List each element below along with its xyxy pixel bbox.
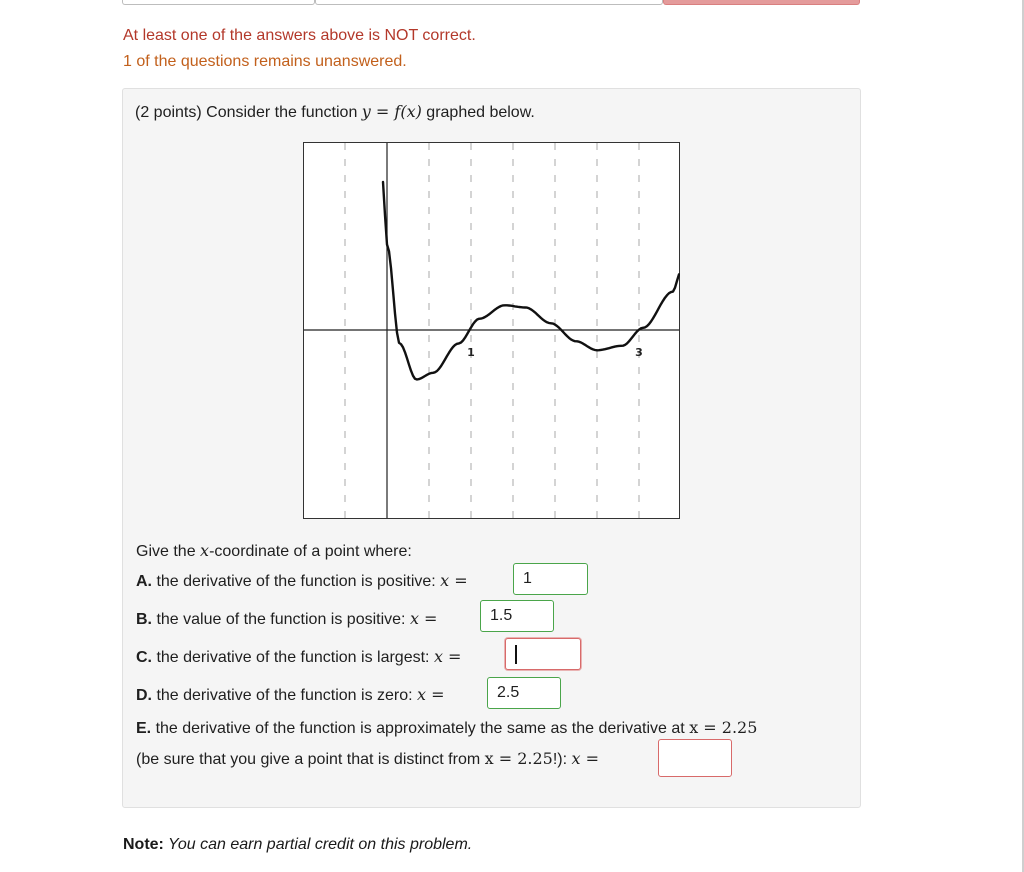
part-text: the derivative of the function is approximately the same as the derivative at (151, 720, 690, 737)
part-e-note-math: x = 2.25 (484, 749, 553, 768)
part-math: x = (409, 609, 438, 628)
part-math: x = 2.25 (689, 718, 758, 737)
part-letter: B. (136, 611, 152, 628)
part-c-label (136, 647, 461, 667)
table-cell-incorrect (663, 0, 860, 5)
x-tick-label-1: 1 (467, 346, 475, 359)
give-instruction (136, 541, 412, 561)
problem-intro-tail: graphed below. (421, 104, 535, 121)
part-text: the derivative of the function is positive: (152, 573, 441, 590)
answer-a-input[interactable] (513, 563, 588, 595)
table-cell (122, 0, 315, 5)
answer-d-input[interactable] (487, 677, 561, 709)
problem-intro: (2 points) Consider the function (135, 104, 362, 121)
text-cursor (515, 645, 517, 664)
function-expression: y = f(x) (361, 102, 422, 121)
note-text: You can earn partial credit on this problem. (163, 836, 473, 853)
give-math: x (200, 541, 210, 560)
part-letter: D. (136, 687, 152, 704)
give-suffix: -coordinate of a point where: (209, 543, 412, 560)
unanswered-message: 1 of the questions remains unanswered. (123, 53, 407, 70)
part-e-label (136, 718, 757, 738)
function-graph (303, 142, 680, 519)
part-text: the derivative of the function is largest: (152, 649, 434, 666)
part-math: x = (433, 647, 462, 666)
part-b-label (136, 609, 437, 629)
part-a-label (136, 571, 468, 591)
answer-e-input[interactable] (658, 739, 732, 777)
previous-answers-table-edge (122, 0, 860, 5)
part-text: the derivative of the function is zero: (152, 687, 418, 704)
part-e-note: (be sure that you give a point that is distinct from (136, 751, 485, 768)
partial-credit-note (123, 836, 472, 854)
note-label: Note: (123, 836, 164, 853)
give-prefix: Give the (136, 543, 201, 560)
part-letter: C. (136, 649, 152, 666)
answer-b-input[interactable] (480, 600, 554, 632)
part-math: x = (440, 571, 468, 590)
table-cell (315, 0, 663, 5)
part-letter: E. (136, 720, 152, 737)
part-letter: A. (136, 573, 152, 590)
incorrect-message: At least one of the answers above is NOT correct. (123, 27, 476, 44)
part-e-eq: x = (571, 749, 600, 768)
part-e-note-tail: !): (552, 751, 572, 768)
part-math: x = (417, 685, 445, 704)
x-tick-label-3: 3 (635, 346, 643, 359)
problem-statement (135, 102, 535, 122)
part-d-label (136, 685, 445, 705)
part-text: the value of the function is positive: (152, 611, 410, 628)
part-e-line2 (136, 749, 599, 769)
